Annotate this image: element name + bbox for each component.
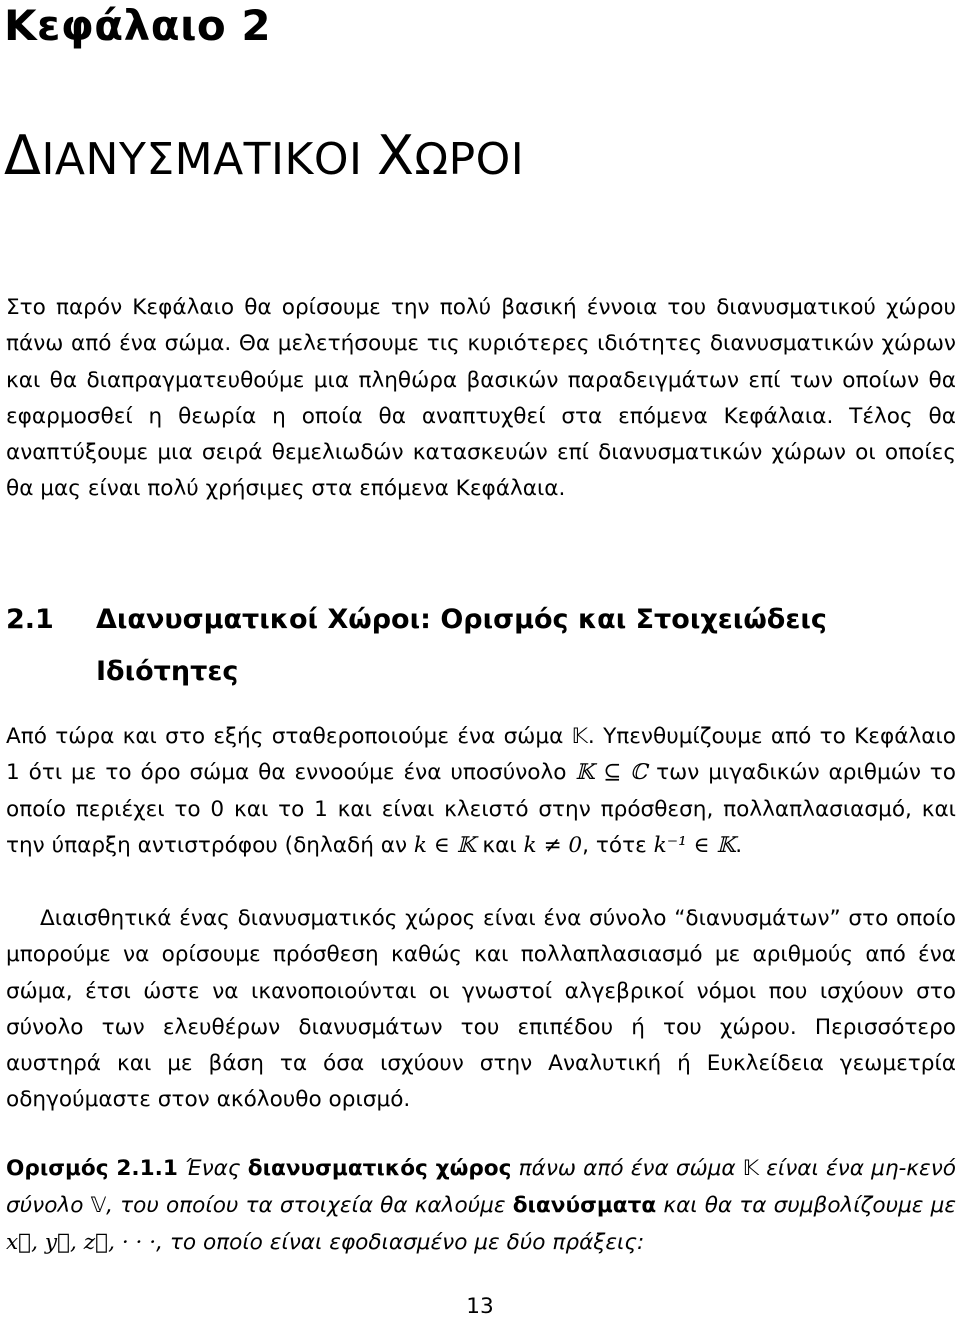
definition-set-symbol: 𝕍 [90,1193,107,1218]
chapter-title-initial-1: Δ [4,124,42,187]
definition-term-vectors: διανύσματα [512,1193,657,1218]
section-title-line1: Διανυσματικοί Χώροι: Ορισμός και Στοιχειώδεις [96,604,827,635]
section-heading [6,594,956,698]
chapter-label: Κεφάλαιο 2 [4,1,272,50]
definition-text-2: πάνω από ένα σώμα [511,1156,743,1181]
section-text-2: . Υπενθυμίζουμε από το Κεφάλαιο 1 ότι με το όρο σώμα θα εννοούμε ένα υποσύνολο [6,724,956,786]
definition-text-3: είναι ένα μη-κενό σύνολο [6,1156,956,1218]
page-number: 13 [466,1294,494,1319]
inverse-formula: k⁻¹ ∈ 𝕂 [653,832,736,858]
section-text-5: , τότε [582,832,654,858]
section-text-4: και [475,832,524,858]
chapter-title-rest-1: ΙΑΝΥΣΜΑΤΙΚΟΙ [41,134,377,185]
section-text-1: Από τώρα και στο εξής σταθεροποιούμε ένα σώμα [6,724,572,749]
definition-label: Ορισμός 2.1.1 [6,1156,178,1181]
definition-text-1: Ένας [177,1156,248,1181]
intro-paragraph: Στο παρόν Κεφάλαιο θα ορίσουμε την πολύ βασική έννοια του διανυσματικού χώρου πάνω από ένα σώμα. Θα μελετήσουμε τις κυριότερες ιδιότητες διανυσματικών χώρων και θα διαπραγματευθούμε μια πληθώρα βασικών παραδειγμάτων επί των οποίων θα εφαρμοσθεί η θεωρία η οποία θα αναπτυχθεί στα επόμενα Κεφάλαια. Τέλος θα αναπτύξουμε μια σειρά θεμελιωδών κατασκευών επί διανυσματικών χώρων οι οποίες θα μας είναι πολύ χρήσιμες στα επόμενα Κεφάλαια. [6,295,956,502]
chapter-title-initial-2: Χ [377,124,415,187]
section-title-line2: Ιδιότητες [96,656,239,687]
definition-field-symbol: 𝕂 [742,1156,760,1181]
membership-formula: k ∈ 𝕂 [413,832,476,858]
chapter-title-rest-2: ΩΡΟΙ [414,134,525,185]
field-symbol: 𝕂 [571,724,588,749]
chapter-title [4,124,525,188]
nonzero-formula: k ≠ 0 [523,832,583,858]
definition-term-vector-space: διανυσματικός χώρος [247,1156,512,1181]
intuition-paragraph: Διαισθητικά ένας διανυσματικός χώρος είναι ένα σύνολο “διανυσμάτων” στο οποίο μπορούμε να ορίσουμε πρόσθεση καθώς και πολλαπλασιασμό με αριθμούς από ένα σώμα, έτσι ώστε να ικανοποιούνται οι γνωστοί αλγεβρικοί νόμοι που ισχύουν στο σύνολο των ελευθέρων διανυσμάτων του επιπέδου ή του χώρου. Περισσότερο αυστηρά και με βάση τα όσα ισχύουν στην Αναλυτική ή Ευκλείδεια γεωμετρία οδηγούμαστε στον ακόλουθο ορισμό. [6,906,956,1113]
definition-text-4: , του οποίου τα στοιχεία θα καλούμε [106,1193,513,1218]
definition-text-6: , το οποίο είναι εφοδιασμένο με δύο πράξεις: [156,1230,645,1255]
subset-formula: 𝕂 ⊆ ℂ [575,760,648,786]
definition-text-5: και θα τα συμβολίζουμε με [656,1193,956,1218]
section-text-6: . [735,832,743,858]
section-paragraph [6,719,956,864]
vector-symbols: x⃗, y⃗, z⃗, · · · [6,1230,157,1255]
section-text-3: των μιγαδικών αριθμών το οποίο περιέχει το 0 και το 1 και είναι κλειστό στην πρόσθεση, πολλαπλασιασμό, και την ύπαρξη αντιστρόφου (δηλαδή αν [6,760,956,858]
definition-block [6,1150,956,1261]
section-number: 2.1 [6,604,54,635]
